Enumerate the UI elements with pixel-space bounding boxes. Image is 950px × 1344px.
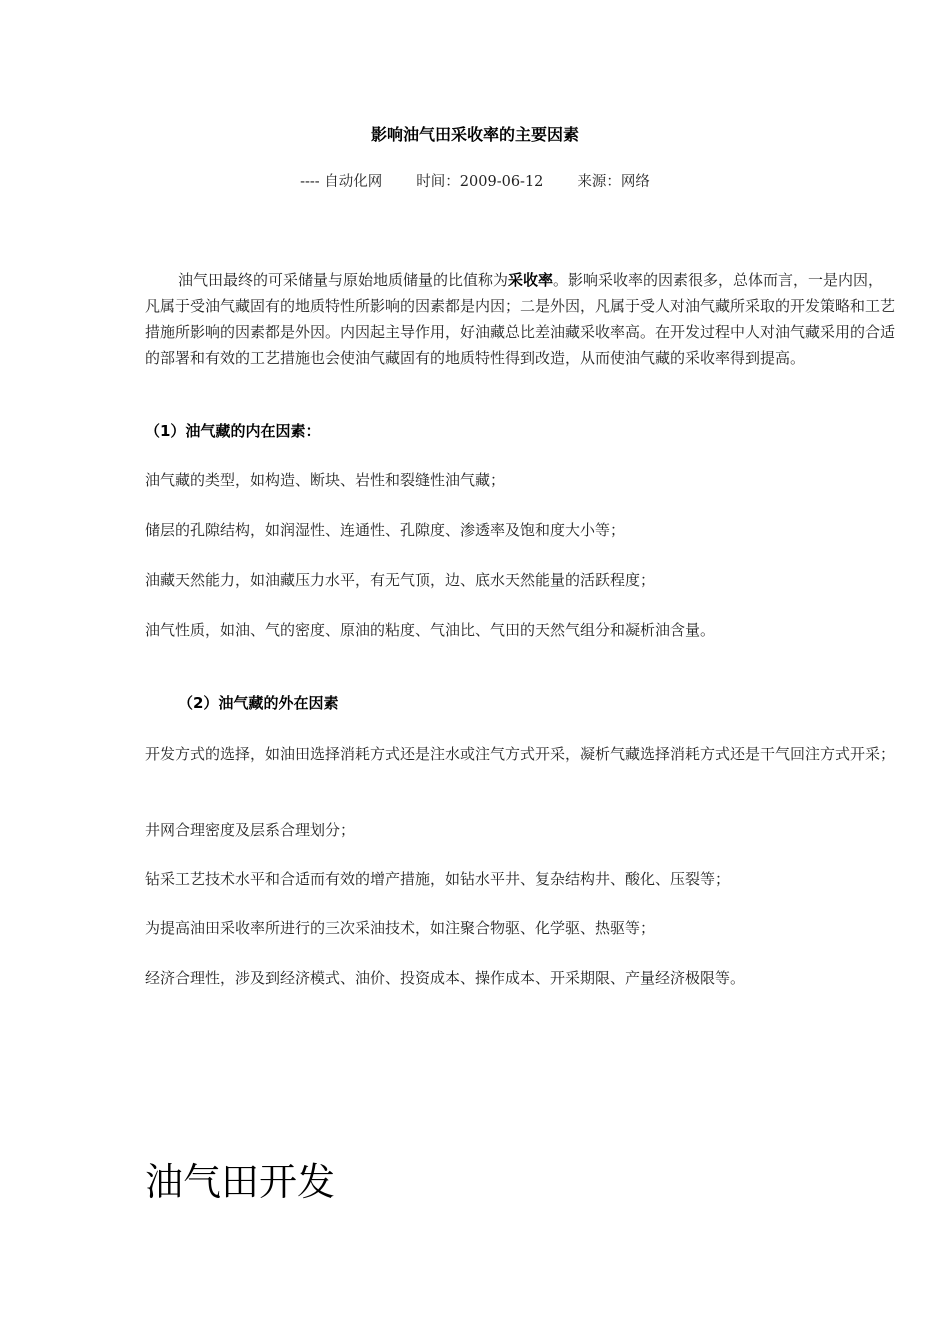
- intro-text-before: 油气田最终的可采储量与原始地质储量的比值称为: [178, 271, 509, 289]
- meta-source: 来源：网络: [577, 174, 650, 190]
- section2-item: 井网合理密度及层系合理划分；: [145, 821, 356, 839]
- intro-text-after: 。影响采收率的因素很多，总体而言，一是内因，凡属于受油气藏固有的地质特性所影响的因素都是内因；二是外因，凡属于受人对油气藏所采取的开发策略和工艺措施所影响的因素都是外因。内因起主导作用，好油藏总比差油藏采收率高。在开发过程中人对油气藏采用的合适的部署和有效的工艺措施也会使油气藏固有的地质特性得到改造，从而使油气藏的采收率得到提高。: [145, 271, 896, 367]
- article-meta: [0, 172, 950, 192]
- section1-item: 油气性质，如油、气的密度、原油的粘度、气油比、气田的天然气组分和凝析油含量。: [145, 621, 716, 639]
- section2-item: 钻采工艺技术水平和合适而有效的增产措施，如钻水平井、复杂结构井、酸化、压裂等；: [145, 870, 731, 888]
- section2-item: 开发方式的选择，如油田选择消耗方式还是注水或注气方式开采，凝析气藏选择消耗方式还是干气回注方式开采；: [145, 745, 896, 763]
- intro-paragraph: [145, 267, 895, 371]
- article-title: 影响油气田采收率的主要因素: [370, 125, 579, 144]
- section2-item: 为提高油田采收率所进行的三次采油技术，如注聚合物驱、化学驱、热驱等；: [145, 919, 656, 937]
- intro-term: 采收率: [508, 271, 554, 289]
- next-section-heading: 油气田开发: [145, 1160, 336, 1204]
- meta-time: 时间：2009-06-12: [416, 174, 544, 190]
- section2-heading: （2）油气藏的外在因素: [178, 694, 339, 712]
- meta-author: ---- 自动化网: [300, 174, 383, 190]
- section1-item: 储层的孔隙结构，如润湿性、连通性、孔隙度、渗透率及饱和度大小等；: [145, 521, 626, 539]
- section1-item: 油气藏的类型，如构造、断块、岩性和裂缝性油气藏；: [145, 471, 506, 489]
- section1-item: 油藏天然能力，如油藏压力水平，有无气顶，边、底水天然能量的活跃程度；: [145, 571, 656, 589]
- section2-item: 经济合理性，涉及到经济模式、油价、投资成本、操作成本、开采期限、产量经济极限等。: [145, 969, 746, 987]
- section1-heading: （1）油气藏的内在因素：: [145, 422, 321, 440]
